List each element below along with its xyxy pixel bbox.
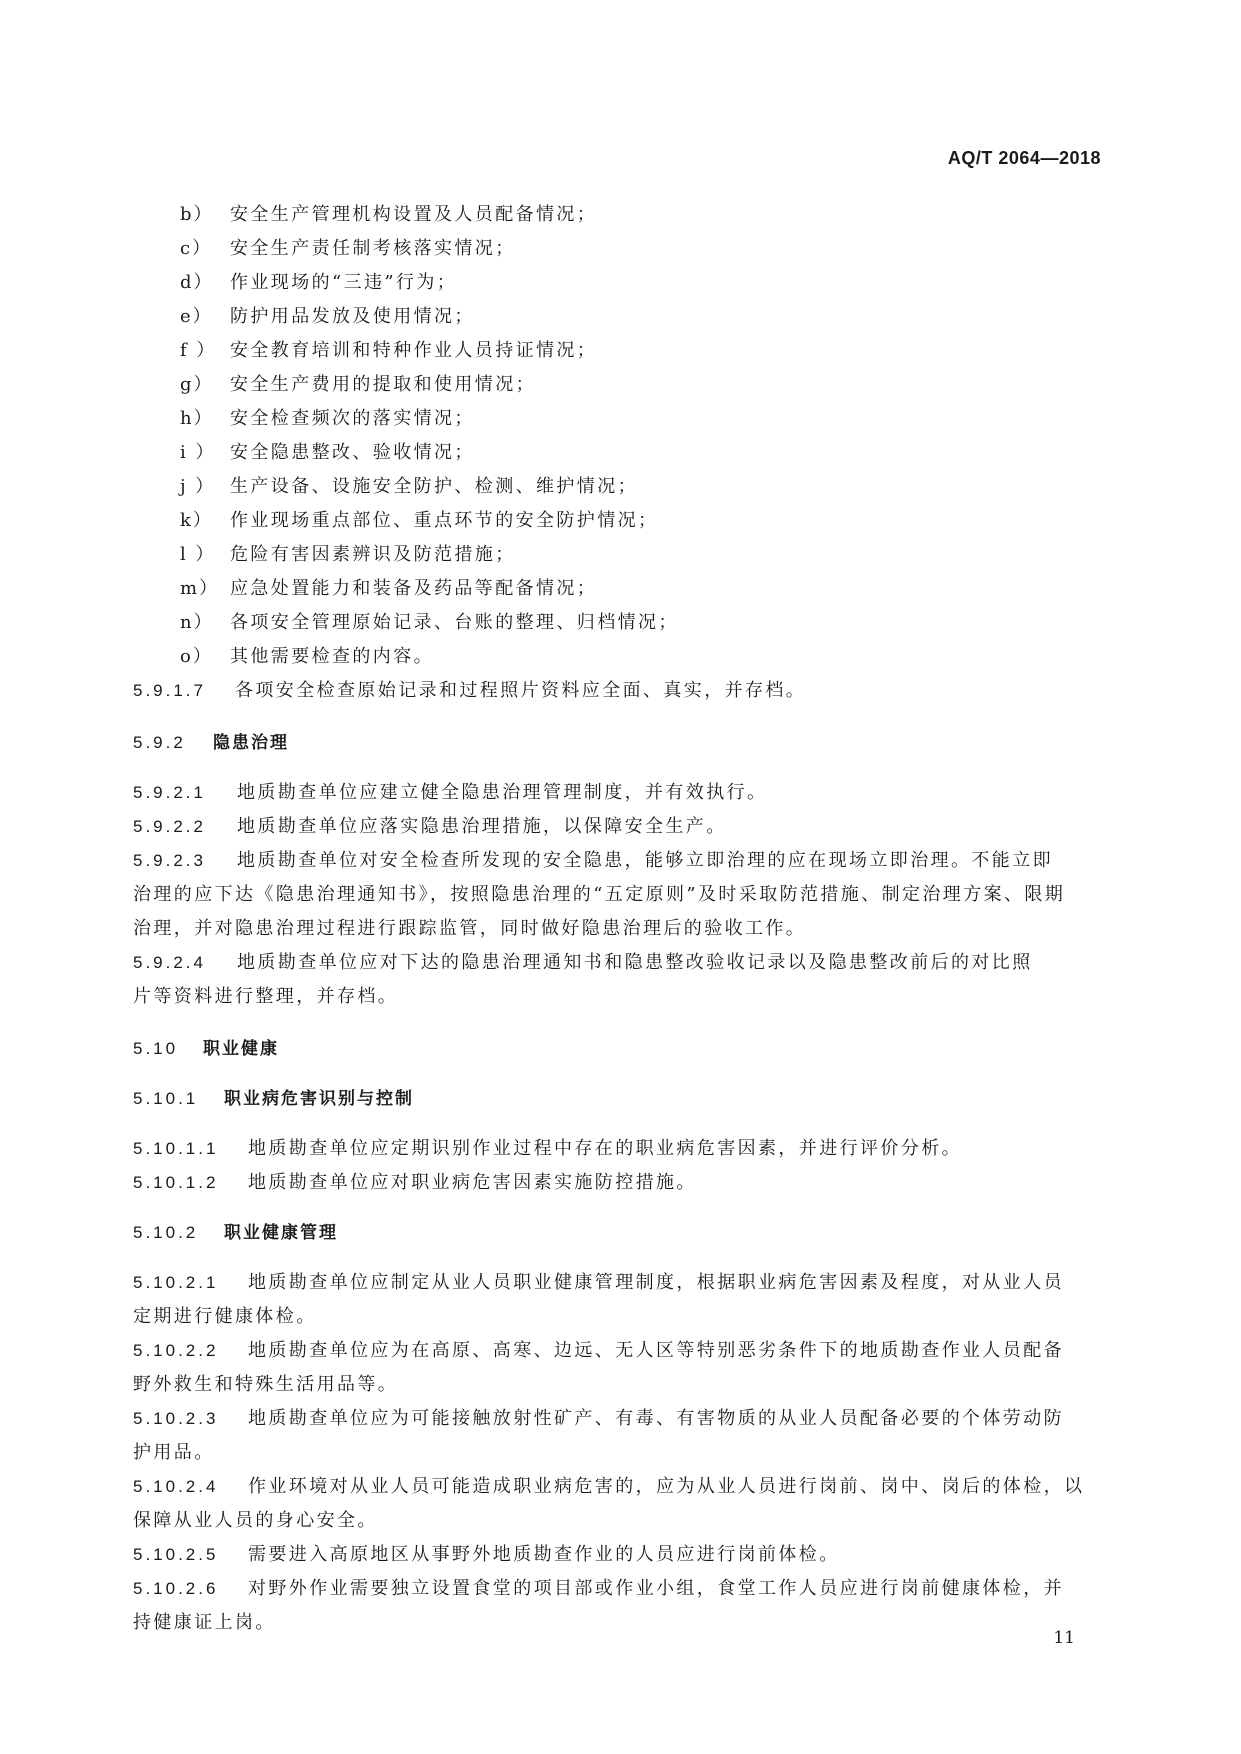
- clause-text: 需要进入高原地区从事野外地质勘查作业的人员应进行岗前体检。: [248, 1544, 840, 1565]
- list-item-text: 安全生产费用的提取和使用情况；: [230, 374, 536, 395]
- heading-title: 隐患治理: [213, 733, 289, 753]
- list-item-letter: e）: [180, 306, 213, 327]
- list-item-letter: o）: [180, 646, 213, 667]
- list-item-letter: m）: [180, 578, 220, 599]
- list-item-text: 各项安全管理原始记录、台账的整理、归档情况；: [230, 612, 679, 633]
- clause-number: 5.10.1.1: [133, 1139, 219, 1158]
- heading-number: 5.10.1: [133, 1089, 199, 1108]
- clause-text: 地质勘查单位应为在高原、高寒、边远、无人区等特别恶劣条件下的地质勘查作业人员配备: [248, 1340, 1064, 1361]
- list-item-text: 安全教育培训和特种作业人员持证情况；: [230, 340, 598, 361]
- clause-number: 5.10.2.1: [133, 1273, 219, 1292]
- clause-text-continued: 保障从业人员的身心安全。: [133, 1510, 378, 1531]
- clause-number: 5.9.2.3: [133, 851, 206, 870]
- heading-number: 5.10.2: [133, 1223, 199, 1242]
- list-item-letter: l ）: [180, 544, 216, 565]
- clause-text-continued: 定期进行健康体检。: [133, 1306, 317, 1327]
- clause-text: 地质勘查单位应建立健全隐患治理管理制度，并有效执行。: [237, 782, 768, 803]
- standard-code: AQ/T 2064—2018: [947, 148, 1101, 168]
- list-item-text: 作业现场重点部位、重点环节的安全防护情况；: [230, 510, 659, 531]
- list-item-text: 安全生产责任制考核落实情况；: [230, 238, 516, 259]
- list-item-letter: b）: [180, 204, 214, 225]
- clause-number: 5.9.2.1: [133, 783, 206, 802]
- list-item-text: 安全隐患整改、验收情况；: [230, 442, 475, 463]
- clause-text-continued: 片等资料进行整理，并存档。: [133, 986, 399, 1007]
- clause-text: 地质勘查单位应为可能接触放射性矿产、有毒、有害物质的从业人员配备必要的个体劳动防: [248, 1408, 1064, 1429]
- list-item-text: 防护用品发放及使用情况；: [230, 306, 475, 327]
- clause-text: 各项安全检查原始记录和过程照片资料应全面、真实，并存档。: [235, 680, 807, 701]
- clause-text: 作业环境对从业人员可能造成职业病危害的，应为从业人员进行岗前、岗中、岗后的体检，以: [248, 1476, 1085, 1497]
- list-item-text: 生产设备、设施安全防护、检测、维护情况；: [230, 476, 638, 497]
- clause-text: 地质勘查单位应落实隐患治理措施，以保障安全生产。: [237, 816, 727, 837]
- clause-number: 5.9.2.4: [133, 953, 206, 972]
- clause-text-continued: 治理的应下达《隐患治理通知书》，按照隐患治理的“五定原则”及时采取防范措施、制定治理方案、限期: [133, 884, 1066, 905]
- list-item-letter: j ）: [180, 476, 216, 497]
- clause-text: 地质勘查单位对安全检查所发现的安全隐患，能够立即治理的应在现场立即治理。不能立即: [237, 850, 1053, 871]
- clause-number: 5.10.2.5: [133, 1545, 219, 1564]
- heading-number: 5.9.2: [133, 733, 186, 752]
- list-item-letter: k）: [180, 510, 213, 531]
- list-item-letter: h）: [180, 408, 214, 429]
- clause-number: 5.10.2.4: [133, 1477, 219, 1496]
- list-item-letter: n）: [180, 612, 214, 633]
- clause-text-continued: 护用品。: [133, 1442, 215, 1463]
- list-item-text: 其他需要检查的内容。: [230, 646, 434, 667]
- list-item-letter: i ）: [180, 442, 216, 463]
- heading-title: 职业健康: [203, 1039, 279, 1059]
- list-item-letter: f ）: [180, 340, 217, 361]
- clause-text: 地质勘查单位应制定从业人员职业健康管理制度，根据职业病危害因素及程度，对从业人员: [248, 1272, 1064, 1293]
- list-item-text: 危险有害因素辨识及防范措施；: [230, 544, 516, 565]
- list-item-letter: c）: [180, 238, 213, 259]
- clause-text: 地质勘查单位应对职业病危害因素实施防控措施。: [248, 1172, 697, 1193]
- clause-text-continued: 持健康证上岗。: [133, 1612, 276, 1633]
- clause-number: 5.10.2.6: [133, 1579, 219, 1598]
- heading-title: 职业病危害识别与控制: [224, 1089, 414, 1109]
- heading-number: 5.10: [133, 1039, 179, 1058]
- list-item-text: 作业现场的“三违”行为；: [230, 272, 458, 293]
- clause-text: 地质勘查单位应对下达的隐患治理通知书和隐患整改验收记录以及隐患整改前后的对比照: [237, 952, 1033, 973]
- clause-number: 5.9.1.7: [133, 681, 206, 700]
- heading-title: 职业健康管理: [224, 1223, 338, 1243]
- clause-number: 5.10.1.2: [133, 1173, 219, 1192]
- clause-number: 5.10.2.2: [133, 1341, 219, 1360]
- clause-text: 对野外作业需要独立设置食堂的项目部或作业小组，食堂工作人员应进行岗前健康体检，并: [248, 1578, 1064, 1599]
- clause-text: 地质勘查单位应定期识别作业过程中存在的职业病危害因素，并进行评价分析。: [248, 1138, 962, 1159]
- list-item-text: 安全生产管理机构设置及人员配备情况；: [230, 204, 598, 225]
- list-item-text: 安全检查频次的落实情况；: [230, 408, 475, 429]
- clause-number: 5.10.2.3: [133, 1409, 219, 1428]
- page-number: 11: [1053, 1628, 1075, 1648]
- clause-text-continued: 治理，并对隐患治理过程进行跟踪监管，同时做好隐患治理后的验收工作。: [133, 918, 807, 939]
- list-item-letter: d）: [180, 272, 214, 293]
- clause-number: 5.9.2.2: [133, 817, 206, 836]
- clause-text-continued: 野外救生和特殊生活用品等。: [133, 1374, 399, 1395]
- list-item-text: 应急处置能力和装备及药品等配备情况；: [230, 578, 598, 599]
- list-item-letter: g）: [180, 374, 214, 395]
